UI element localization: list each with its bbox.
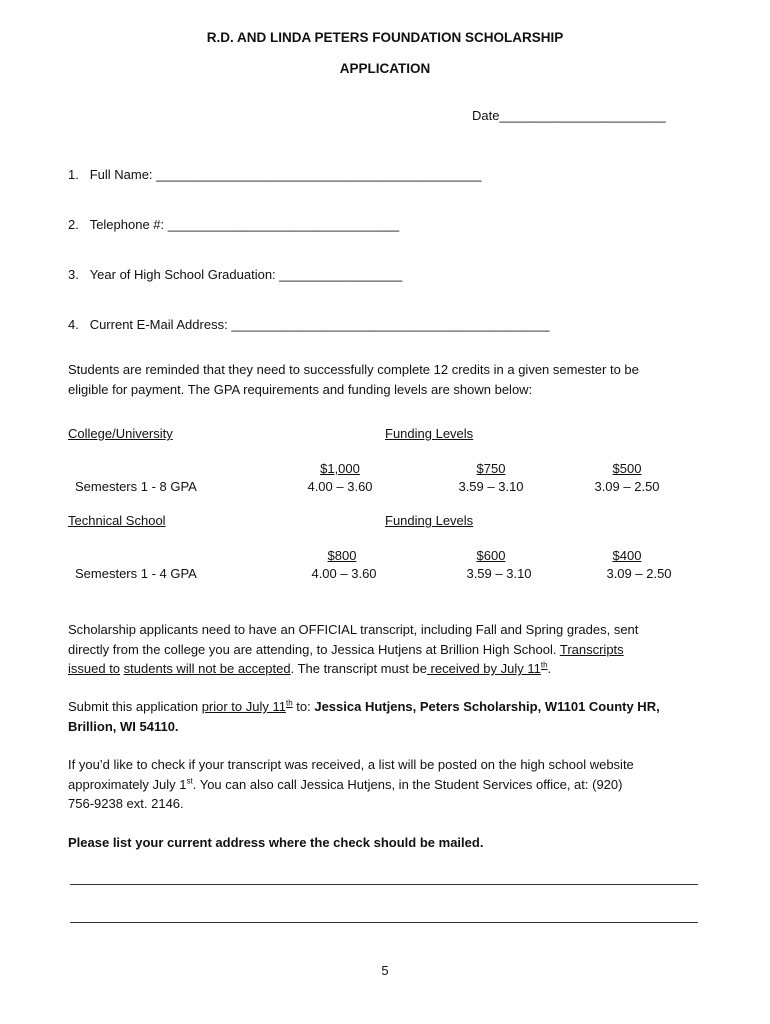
field-number: 1. bbox=[68, 167, 79, 182]
technical-range-3: 3.09 – 2.50 bbox=[606, 566, 672, 581]
technical-amount-1: $800 bbox=[327, 548, 357, 563]
full-name-field[interactable] bbox=[68, 165, 482, 184]
field-label: Current E-Mail Address: bbox=[89, 317, 228, 332]
technical-range-2: 3.59 – 3.10 bbox=[466, 566, 532, 581]
graduation-year-field[interactable] bbox=[68, 265, 402, 284]
technical-range-1: 4.00 – 3.60 bbox=[311, 566, 377, 581]
college-funding-heading: Funding Levels bbox=[385, 426, 474, 441]
field-blank: _________________ bbox=[279, 267, 403, 282]
technical-amount-3: $400 bbox=[612, 548, 642, 563]
field-label: Full Name: bbox=[89, 167, 153, 182]
field-label: Year of High School Graduation: bbox=[89, 267, 276, 282]
submit-paragraph bbox=[68, 697, 708, 736]
submit-address-line: Brillion, WI 54110. bbox=[68, 718, 179, 734]
check-paragraph bbox=[68, 755, 708, 814]
page-number: 5 bbox=[381, 963, 389, 978]
document-title: R.D. AND LINDA PETERS FOUNDATION SCHOLARSHIP bbox=[206, 30, 564, 45]
technical-amount-2: $600 bbox=[476, 548, 506, 563]
college-heading: College/University bbox=[68, 426, 173, 441]
college-row-label: Semesters 1 - 8 GPA bbox=[75, 479, 197, 494]
transcript-line: Scholarship applicants need to have an OFFICIAL transcript, including Fall and Spring grades, sent bbox=[68, 622, 639, 637]
submit-line: Submit this application prior to July 11th to: Jessica Hutjens, Peters Scholarship, W1101 County HR, bbox=[68, 698, 660, 714]
transcript-line: directly from the college you are attending, to Jessica Hutjens at Brillion High School. Transcripts bbox=[68, 641, 624, 657]
field-number: 2. bbox=[68, 217, 79, 232]
address-line-2[interactable] bbox=[70, 922, 698, 923]
college-range-2: 3.59 – 3.10 bbox=[458, 479, 524, 494]
college-amount-2: $750 bbox=[476, 461, 506, 476]
date-label: Date bbox=[472, 108, 500, 123]
intro-line: Students are reminded that they need to successfully complete 12 credits in a given semester to be bbox=[68, 362, 639, 377]
intro-paragraph bbox=[68, 360, 708, 399]
address-line-1[interactable] bbox=[70, 884, 698, 885]
transcript-line: issued to students will not be accepted. The transcript must be received by July 11th. bbox=[68, 660, 552, 676]
address-prompt: Please list your current address where the check should be mailed. bbox=[68, 835, 484, 850]
field-number: 3. bbox=[68, 267, 79, 282]
technical-heading: Technical School bbox=[68, 513, 166, 528]
college-range-1: 4.00 – 3.60 bbox=[307, 479, 373, 494]
email-field[interactable] bbox=[68, 315, 549, 334]
check-line: approximately July 1st. You can also call Jessica Hutjens, in the Student Services office, at: (920) bbox=[68, 776, 623, 792]
telephone-field[interactable] bbox=[68, 215, 399, 234]
transcript-paragraph bbox=[68, 620, 708, 679]
check-line: If you’d like to check if your transcript was received, a list will be posted on the high school website bbox=[68, 757, 634, 772]
field-label: Telephone #: bbox=[89, 217, 165, 232]
field-blank: _____________________________________________ bbox=[156, 167, 482, 182]
date-blank: _______________________ bbox=[499, 108, 666, 123]
field-blank: ____________________________________________ bbox=[231, 317, 550, 332]
college-range-3: 3.09 – 2.50 bbox=[594, 479, 660, 494]
intro-line: eligible for payment. The GPA requirements and funding levels are shown below: bbox=[68, 381, 533, 397]
field-number: 4. bbox=[68, 317, 79, 332]
document-subtitle: APPLICATION bbox=[339, 61, 431, 76]
technical-funding-heading: Funding Levels bbox=[385, 513, 474, 528]
college-amount-1: $1,000 bbox=[320, 461, 360, 476]
date-field[interactable] bbox=[472, 106, 666, 125]
check-line: 756-9238 ext. 2146. bbox=[68, 796, 184, 811]
college-amount-3: $500 bbox=[612, 461, 642, 476]
field-blank: ________________________________ bbox=[167, 217, 400, 232]
technical-row-label: Semesters 1 - 4 GPA bbox=[75, 566, 197, 581]
